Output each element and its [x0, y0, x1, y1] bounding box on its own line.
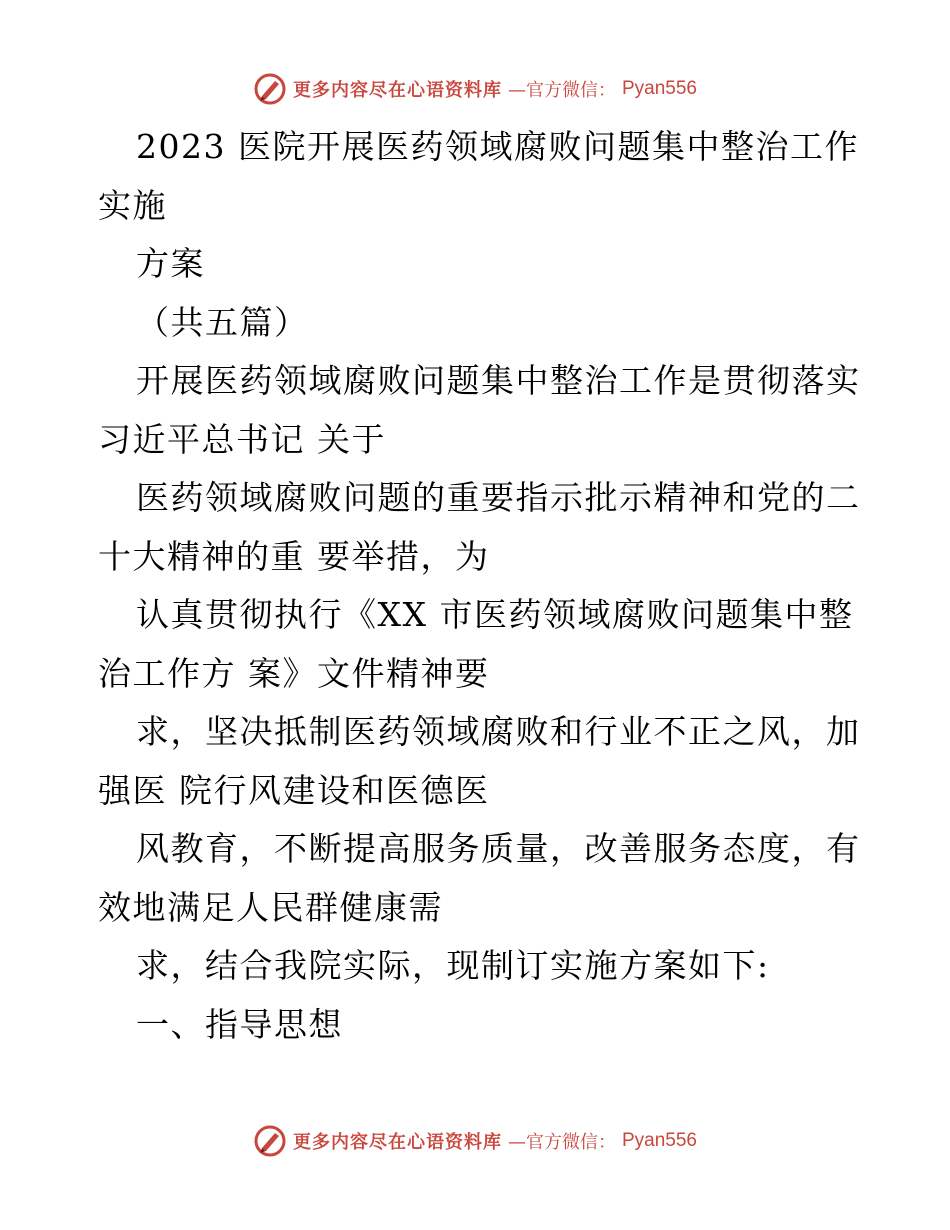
watermark-id-text: Pyan556 [621, 78, 697, 99]
watermark-sub-text: —官方微信： [507, 80, 616, 101]
doc-line: 求，结合我院实际，现制订实施方案如下: [136, 946, 770, 985]
doc-line: 治工作方 案》文件精神要 [98, 653, 490, 693]
doc-line: 十大精神的重 要举措，为 [98, 536, 490, 576]
watermark-sub-text: —官方微信： [507, 1132, 616, 1153]
doc-line: 强医 院行风建设和医德医 [98, 770, 490, 810]
watermark-id-text: Pyan556 [621, 1130, 697, 1151]
document-body [98, 118, 861, 1054]
header-watermark [0, 72, 950, 106]
pen-logo-icon [253, 1124, 287, 1158]
doc-line: （共五篇） [136, 302, 309, 342]
footer-watermark [0, 1124, 950, 1158]
doc-line: 求，坚决抵制医药领域腐败和行业不正之风，加 [136, 712, 861, 751]
doc-line: 风教育，不断提高服务质量，改善服务态度，有 [136, 829, 861, 868]
doc-line: 认真贯彻执行《XX 市医药领域腐败问题集中整 [136, 595, 854, 634]
doc-line: 一、指导思想 [136, 1004, 343, 1044]
doc-line: 实施 [98, 185, 167, 225]
doc-line: 习近平总书记 关于 [98, 419, 386, 459]
doc-line: 方案 [136, 244, 205, 283]
doc-line: 2023 医院开展医药领域腐败问题集中整治工作 [136, 127, 859, 166]
pen-logo-icon [253, 72, 287, 106]
doc-line: 效地满足人民群健康需 [98, 887, 443, 927]
doc-line: 开展医药领域腐败问题集中整治工作是贯彻落实 [136, 361, 861, 400]
watermark-main-text: 更多内容尽在心语资料库 [292, 1132, 502, 1153]
watermark-main-text: 更多内容尽在心语资料库 [292, 80, 502, 101]
doc-line: 医药领域腐败问题的重要指示批示精神和党的二 [136, 478, 861, 517]
